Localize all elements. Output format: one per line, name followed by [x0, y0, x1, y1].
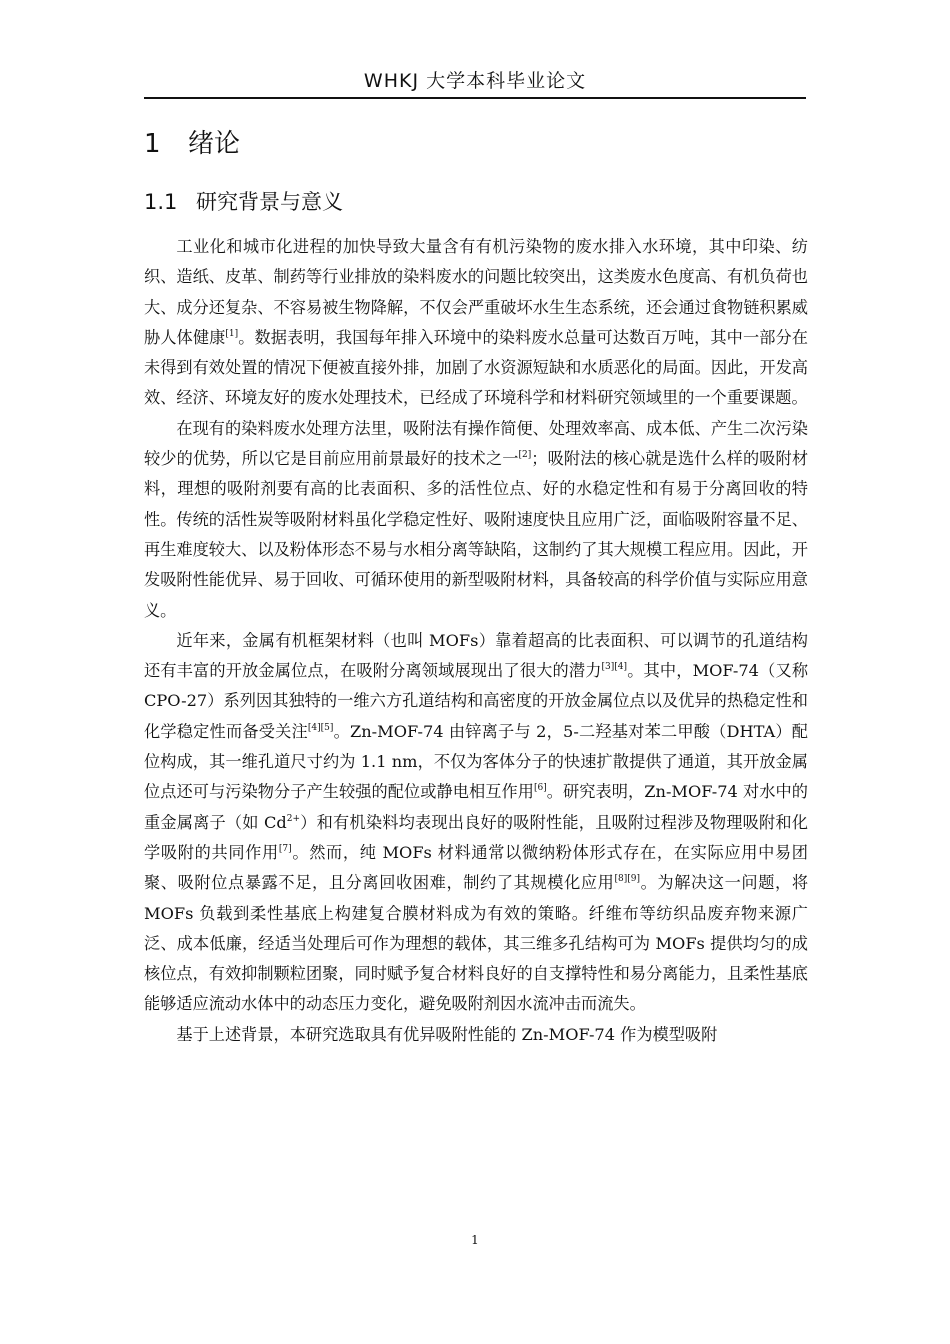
text-run: 。其中，MOF-74（又称 CPO-27）系列因其独特的一维六方孔道结构和高密度的开放金属位点以及优异的热稳定性和化学稳定性而备受关注 — [144, 661, 809, 741]
citation-superscript: [4][5] — [307, 722, 334, 733]
chapter-title: 绪论 — [188, 129, 241, 159]
citation-superscript: [7] — [278, 843, 292, 854]
body-paragraph — [144, 414, 808, 626]
header-rule — [144, 97, 806, 99]
citation-superscript: [1] — [225, 328, 239, 339]
citation-superscript: [6] — [533, 783, 547, 794]
citation-superscript: [8][9] — [614, 874, 640, 885]
section-heading — [144, 187, 343, 217]
text-run: 。数据表明，我国每年排入环境中的染料废水总量可达数百万吨，其中一部分在未得到有效处置的情况下便被直接外排，加剧了水资源短缺和水质恶化的局面。因此，开发高效、经济、环境友好的废水处理技术，已经成了环境科学和材料研究领域里的一个重要课题。 — [144, 327, 808, 408]
text-run: 工业化和城市化进程的加快导致大量含有有机污染物的废水排入水环境，其中印染、纺织、造纸、皮革、制药等行业排放的染料废水的问题比较突出，这类废水色度高、有机负荷也大、成分还复杂、不容易被生物降解，不仅会严重破坏水生生态系统，还会通过食物链积累威胁人体健康 — [144, 237, 808, 347]
text-run: ）和有机染料均表现出良好的吸附性能，且吸附过程涉及物理吸附和化学吸附的共同作用 — [144, 812, 808, 862]
body-text — [144, 232, 808, 1050]
body-paragraph — [144, 1020, 808, 1050]
text-run: ；吸附法的核心就是选什么样的吸附材料，理想的吸附剂要有高的比表面积、多的活性位点、好的水稳定性和有易于分离回收的特性。传统的活性炭等吸附材料虽化学稳定性好、吸附速度快且应用广泛，面临吸附容量不足、再生难度较大、以及粉体形态不易与水相分离等缺陷，这制约了其大规模工程应用。因此，开发吸附性能优异、易于回收、可循环使用的新型吸附材料，具备较高的科学价值与实际应用意义。 — [144, 449, 809, 620]
text-run: 近年来，金属有机框架材料（也叫 MOFs）靠着超高的比表面积、可以调节的孔道结构还有丰富的开放金属位点，在吸附分离领域展现出了很大的潜力 — [144, 630, 808, 681]
text-run: 基于上述背景，本研究选取具有优异吸附性能的 Zn-MOF-74 作为模型吸附 — [176, 1024, 718, 1044]
section-number: 1.1 — [144, 190, 178, 214]
text-run: 在现有的染料废水处理方法里，吸附法有操作简便、处理效率高、成本低、产生二次污染较少的优势，所以它是目前应用前景最好的技术之一 — [144, 418, 808, 469]
citation-superscript: [2] — [518, 450, 532, 461]
text-run: 。然而，纯 MOFs 材料通常以微纳粉体形式存在，在实际应用中易团聚、吸附位点暴露不足，且分离回收困难，制约了其规模化应用 — [144, 842, 808, 893]
body-paragraph — [144, 232, 808, 414]
chapter-heading — [144, 126, 240, 162]
body-paragraph — [144, 626, 808, 1020]
text-run: 。研究表明，Zn-MOF-74 对水中的重金属离子（如 Cd — [144, 782, 808, 832]
citation-superscript: [3][4] — [601, 662, 628, 673]
running-header: WHKJ 大学本科毕业论文 — [363, 70, 587, 92]
page-number: 1 — [471, 1233, 479, 1247]
text-run: 。Zn-MOF-74 由锌离子与 2，5-二羟基对苯二甲酸（DHTA）配位构成，其一维孔道尺寸约为 1.1 nm，不仅为客体分子的快速扩散提供了通道，其开放金属位点还可与污染物分子产生较强的配位或静电相互作用 — [144, 721, 808, 802]
citation-superscript: 2+ — [286, 813, 301, 824]
chapter-number: 1 — [144, 129, 161, 159]
section-title: 研究背景与意义 — [196, 190, 343, 214]
text-run: 。为解决这一问题，将 MOFs 负载到柔性基底上构建复合膜材料成为有效的策略。纤维布等纺织品废弃物来源广泛、成本低廉，经适当处理后可作为理想的载体，其三维多孔结构可为 MOFs 提供均匀的成核位点，有效抑制颗粒团聚，同时赋予复合材料良好的自支撑特性和易分离能力，且柔性基底能够适应流动水体中的动态压力变化，避免吸附剂因水流冲击而流失。 — [144, 873, 809, 1014]
